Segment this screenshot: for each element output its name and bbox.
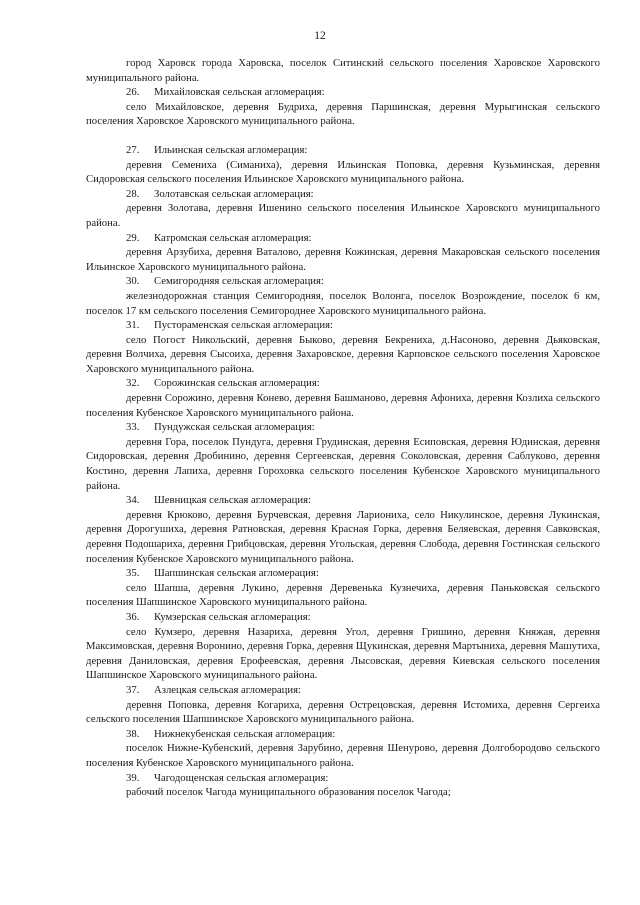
item-heading bbox=[86, 231, 600, 246]
item-heading bbox=[86, 318, 600, 333]
intro-paragraph: город Харовск города Харовска, поселок Ситинский сельского поселения Харовское Харовского муниципального района. bbox=[86, 57, 600, 84]
item-heading bbox=[86, 376, 600, 391]
item-body: село Шапша, деревня Лукино, деревня Деревенька Кузнечиха, деревня Паньковская сельского поселения Шапшинское Харовского муниципального района. bbox=[86, 581, 600, 609]
list-item bbox=[86, 274, 600, 318]
item-title: Шапшинская сельская агломерация: bbox=[154, 567, 319, 580]
list-item bbox=[86, 566, 600, 610]
item-heading bbox=[86, 420, 600, 435]
item-heading bbox=[86, 566, 600, 581]
item-number: 28. bbox=[126, 187, 140, 200]
item-title: Пустораменская сельская агломерация: bbox=[154, 319, 334, 332]
spacer bbox=[86, 129, 600, 143]
item-number: 26. bbox=[126, 86, 140, 99]
item-body: село Погост Никольский, деревня Быково, деревня Бекрениха, д.Насоново, деревня Дьяковская, деревня Волчиха, деревня Сысоиха, деревня Захаровское, деревня Карповское сельского поселения Харовское Харовского муниципального района. bbox=[86, 333, 600, 375]
list-item bbox=[86, 683, 600, 727]
item-title: Шевницкая сельская агломерация: bbox=[154, 494, 311, 507]
item-heading bbox=[86, 683, 600, 698]
item-heading bbox=[86, 143, 600, 158]
item-body: деревня Крюково, деревня Бурчевская, деревня Лариониха, село Никулинское, деревня Лукинская, деревня Дорогушиха, деревня Ратновская, деревня Красная Горка, деревня Беляевская, деревня Савковская, деревня Подошариха, деревня Грибцовская, деревня Угольская, деревня Слобода, деревня Гостинская сельского поселения Кубенское Харовского муниципального района. bbox=[86, 508, 600, 565]
item-heading bbox=[86, 493, 600, 508]
list-item bbox=[86, 376, 600, 420]
item-heading bbox=[86, 727, 600, 742]
list-item bbox=[86, 231, 600, 275]
item-number: 39. bbox=[126, 771, 140, 784]
item-body: железнодорожная станция Семигородняя, поселок Волонга, поселок Возрождение, поселок 6 км, поселок 17 км сельского поселения Семигороднее Харовского муниципального района. bbox=[86, 289, 600, 317]
item-number: 36. bbox=[126, 610, 140, 623]
item-title: Золотавская сельская агломерация: bbox=[154, 187, 314, 200]
item-body: деревня Гора, поселок Пундуга, деревня Грудинская, деревня Есиповская, деревня Юдинская, деревня Сидоровская, деревня Дробинино, деревня Сергеевская, деревня Соколовская, деревня Саблуково, деревня Костино, деревня Лапиха, деревня Гороховка сельского поселения Кубенское Харовского муниципального района. bbox=[86, 435, 600, 492]
list-item bbox=[86, 143, 600, 187]
item-body: деревня Золотава, деревня Ишенино сельского поселения Ильинское Харовского муниципального района. bbox=[86, 202, 600, 229]
item-title: Семигородняя сельская агломерация: bbox=[154, 275, 324, 288]
list-item bbox=[86, 493, 600, 566]
item-title: Пундужская сельская агломерация: bbox=[154, 421, 315, 434]
list-item bbox=[86, 318, 600, 376]
item-body: деревня Поповка, деревня Когариха, деревня Острецовская, деревня Истомиха, деревня Сергеиха сельского поселения Шапшинское Харовского муниципального района. bbox=[86, 698, 600, 726]
item-heading bbox=[86, 771, 600, 786]
item-body: деревня Семениха (Симаниха), деревня Ильинская Поповка, деревня Кузьминская, деревня Сидоровская сельского поселения Ильинское Харовского муниципального района. bbox=[86, 158, 600, 186]
item-title: Кумзерская сельская агломерация: bbox=[154, 610, 311, 623]
item-number: 38. bbox=[126, 727, 140, 740]
item-number: 35. bbox=[126, 567, 140, 580]
page-number: 12 bbox=[314, 30, 326, 42]
list-item bbox=[86, 610, 600, 683]
item-heading bbox=[86, 85, 600, 100]
list-item bbox=[86, 85, 600, 129]
item-number: 30. bbox=[126, 275, 140, 288]
item-title: Катромская сельская агломерация: bbox=[154, 231, 312, 244]
item-body: село Кумзеро, деревня Назариха, деревня Угол, деревня Гришино, деревня Княжая, деревня Максимовская, деревня Воронино, деревня Горка, деревня Щукинская, деревня Мартыниха, деревня Машутиха, деревня Даниловская, деревня Ерофеевская, деревня Лысовская, деревня Киевская сельского поселения Шапшинское Харовского муниципального района. bbox=[86, 625, 600, 682]
item-title: Нижнекубенская сельская агломерация: bbox=[154, 727, 336, 740]
list-item bbox=[86, 420, 600, 493]
item-title: Михайловская сельская агломерация: bbox=[154, 86, 325, 99]
list-item bbox=[86, 187, 600, 231]
item-title: Азлецкая сельская агломерация: bbox=[154, 683, 302, 696]
list-item bbox=[86, 771, 600, 800]
item-number: 33. bbox=[126, 421, 140, 434]
item-body: деревня Сорожино, деревня Конево, деревня Башманово, деревня Афониха, деревня Козлиха сельского поселения Кубенское Харовского муниципального района. bbox=[86, 392, 600, 419]
list-item bbox=[86, 727, 600, 771]
item-body: рабочий поселок Чагода муниципального образования поселок Чагода; bbox=[126, 786, 451, 799]
document-body bbox=[86, 56, 600, 800]
item-body: поселок Нижне-Кубенский, деревня Зарубино, деревня Шенурово, деревня Долгобородово сельского поселения Кубенское Харовского муниципального района. bbox=[86, 742, 600, 769]
item-body: село Михайловское, деревня Будриха, деревня Паршинская, деревня Мурыгинская сельского поселения Харовское Харовского муниципального района. bbox=[86, 100, 600, 128]
item-number: 37. bbox=[126, 683, 140, 696]
item-title: Сорожинская сельская агломерация: bbox=[154, 377, 320, 390]
item-title: Чагодощенская сельская агломерация: bbox=[154, 771, 329, 784]
item-number: 34. bbox=[126, 494, 140, 507]
item-number: 29. bbox=[126, 231, 140, 244]
item-heading bbox=[86, 274, 600, 289]
item-number: 32. bbox=[126, 377, 140, 390]
item-heading bbox=[86, 187, 600, 202]
item-title: Ильинская сельская агломерация: bbox=[154, 143, 308, 156]
item-number: 27. bbox=[126, 143, 140, 156]
item-number: 31. bbox=[126, 319, 140, 332]
item-heading bbox=[86, 610, 600, 625]
item-body: деревня Арзубиха, деревня Ваталово, деревня Кожинская, деревня Макаровская сельского поселения Ильинское Харовского муниципального района. bbox=[86, 246, 600, 273]
